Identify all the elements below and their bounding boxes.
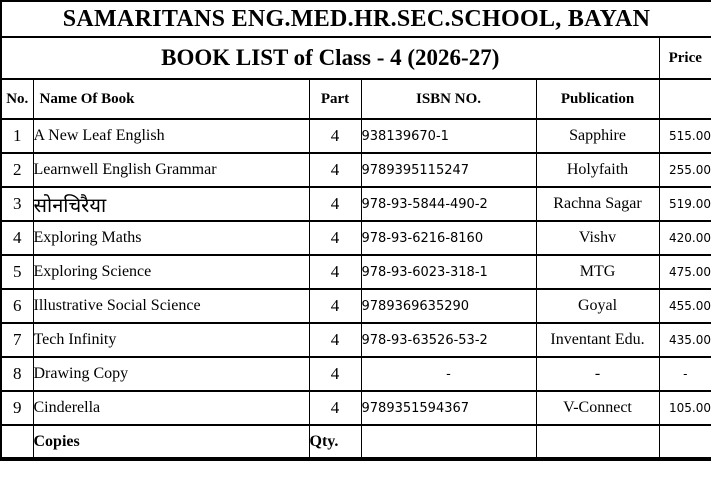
table-row <box>1 289 711 323</box>
cell-book-name: Tech Infinity <box>33 323 309 357</box>
cell-publication: MTG <box>536 255 659 289</box>
footer-empty-isbn-cell <box>361 425 536 459</box>
cell-part: 4 <box>309 391 361 425</box>
cell-publication: Sapphire <box>536 119 659 153</box>
cell-book-name: सोनचिरैया <box>33 187 309 221</box>
footer-empty-publication-cell <box>536 425 659 459</box>
table-row <box>1 221 711 255</box>
cell-row-number: 6 <box>1 289 33 323</box>
table-row <box>1 187 711 221</box>
cell-isbn: 9789351594367 <box>361 391 536 425</box>
cell-book-name: Cinderella <box>33 391 309 425</box>
cell-row-number: 4 <box>1 221 33 255</box>
cell-price: 420.00 <box>659 221 711 255</box>
cell-publication: Holyfaith <box>536 153 659 187</box>
name-column-header: Name Of Book <box>33 79 309 119</box>
publication-column-header: Publication <box>536 79 659 119</box>
price-column-header: Price <box>659 37 711 79</box>
cell-row-number: 5 <box>1 255 33 289</box>
cell-part: 4 <box>309 221 361 255</box>
copies-label: Copies <box>33 425 309 459</box>
cell-publication: Rachna Sagar <box>536 187 659 221</box>
column-header-row <box>1 79 711 119</box>
qty-label: Qty. <box>309 425 361 459</box>
book-list-title: BOOK LIST of Class - 4 (2026-27) <box>1 37 659 79</box>
part-column-header: Part <box>309 79 361 119</box>
cell-price: 105.00 <box>659 391 711 425</box>
cell-publication: - <box>536 357 659 391</box>
cell-book-name: Learnwell English Grammar <box>33 153 309 187</box>
table-row <box>1 391 711 425</box>
cell-row-number: 8 <box>1 357 33 391</box>
table-row <box>1 357 711 391</box>
cell-price: 435.00 <box>659 323 711 357</box>
school-name-title: SAMARITANS ENG.MED.HR.SEC.SCHOOL, BAYAN <box>1 1 711 37</box>
cell-isbn: 938139670-1 <box>361 119 536 153</box>
cell-price: - <box>659 357 711 391</box>
cell-price: 455.00 <box>659 289 711 323</box>
no-column-header: No. <box>1 79 33 119</box>
footer-empty-price-cell <box>659 425 711 459</box>
cell-book-name: Drawing Copy <box>33 357 309 391</box>
cell-isbn: 978-93-5844-490-2 <box>361 187 536 221</box>
cell-part: 4 <box>309 119 361 153</box>
book-rows <box>1 119 711 425</box>
cell-isbn: 978-93-6216-8160 <box>361 221 536 255</box>
table-head-section <box>1 1 711 119</box>
table-footer-section <box>1 425 711 459</box>
cell-row-number: 2 <box>1 153 33 187</box>
cell-publication: V-Connect <box>536 391 659 425</box>
cell-isbn: 978-93-6023-318-1 <box>361 255 536 289</box>
footer-empty-no-cell <box>1 425 33 459</box>
footer-row <box>1 425 711 459</box>
cell-isbn: 9789395115247 <box>361 153 536 187</box>
cell-part: 4 <box>309 357 361 391</box>
cell-book-name: Exploring Science <box>33 255 309 289</box>
cell-book-name: A New Leaf English <box>33 119 309 153</box>
cell-isbn: - <box>361 357 536 391</box>
cell-price: 255.00 <box>659 153 711 187</box>
isbn-column-header: ISBN NO. <box>361 79 536 119</box>
cell-row-number: 7 <box>1 323 33 357</box>
table-row <box>1 323 711 357</box>
cell-book-name: Illustrative Social Science <box>33 289 309 323</box>
cell-publication: Goyal <box>536 289 659 323</box>
table-row <box>1 255 711 289</box>
cell-row-number: 1 <box>1 119 33 153</box>
cell-price: 475.00 <box>659 255 711 289</box>
cell-book-name: Exploring Maths <box>33 221 309 255</box>
cell-part: 4 <box>309 187 361 221</box>
cell-row-number: 9 <box>1 391 33 425</box>
table-row <box>1 153 711 187</box>
subtitle-row <box>1 37 711 79</box>
cell-isbn: 978-93-63526-53-2 <box>361 323 536 357</box>
cell-publication: Inventant Edu. <box>536 323 659 357</box>
title-row <box>1 1 711 37</box>
cell-part: 4 <box>309 255 361 289</box>
price-header-empty-cell <box>659 79 711 119</box>
table-row <box>1 119 711 153</box>
cell-part: 4 <box>309 289 361 323</box>
cell-isbn: 9789369635290 <box>361 289 536 323</box>
cell-price: 519.00 <box>659 187 711 221</box>
cell-price: 515.00 <box>659 119 711 153</box>
cell-part: 4 <box>309 153 361 187</box>
cell-row-number: 3 <box>1 187 33 221</box>
cell-publication: Vishv <box>536 221 659 255</box>
cell-part: 4 <box>309 323 361 357</box>
